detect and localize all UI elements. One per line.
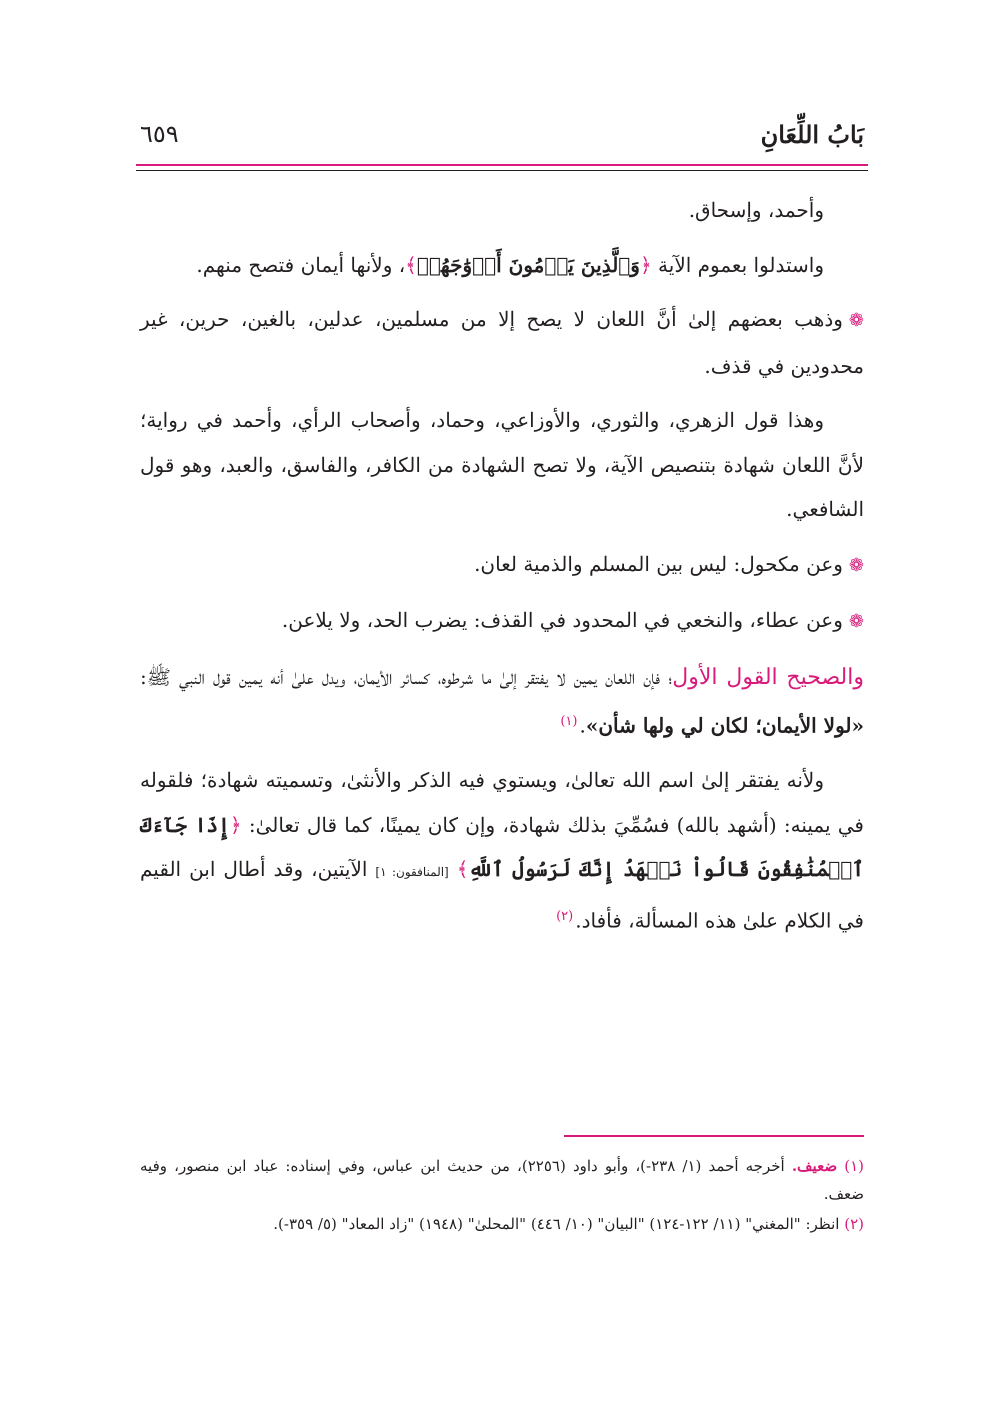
quran-close-bracket: ﴾: [456, 857, 469, 882]
paragraph-8-text: ولأنه يفتقر إلىٰ اسم الله تعالىٰ، ويستوي فيه الذكر والأنثىٰ، وتسميته شهادة؛ فلقوله في يمينه: (أشهد بالله) فسُمِّيَ بذلك شهادة، وإن كان يمينًا، كما قال تعالىٰ:: [140, 768, 864, 837]
footnote-separator: [564, 1135, 864, 1137]
paragraph-2-tail: ، ولأنها أيمان فتصح منهم.: [196, 252, 406, 277]
quran-open-bracket: ﴿: [229, 812, 242, 837]
flower-bullet-icon: ❁: [848, 554, 864, 576]
quran-reference: [المنافقون: ١]: [375, 865, 449, 880]
page-number: ٦٥٩: [140, 120, 179, 148]
flower-bullet-icon: ❁: [848, 310, 864, 331]
paragraph-7-lead: والصحيح القول الأول: [672, 664, 864, 690]
quran-close-bracket: ﴾: [405, 252, 417, 277]
footnote-marker-1[interactable]: (١): [560, 714, 578, 729]
paragraph-1-text: وأحمد، وإسحاق.: [688, 198, 824, 222]
quran-open-bracket: ﴿: [639, 252, 652, 277]
flower-bullet-icon: ❁: [848, 611, 864, 632]
paragraph-3-text: وذهب بعضهم إلىٰ أنَّ اللعان لا يصح إلا من مسلمين، عدلين، بالغين، حرين، غير محدودين في قذف.: [140, 307, 864, 378]
footnote-1: [140, 1152, 864, 1208]
header-rule: [136, 170, 868, 171]
paragraph-4: [140, 398, 864, 532]
footnote-grade: ضعيف.: [791, 1157, 838, 1175]
paragraph-2: [140, 243, 864, 288]
footnotes: [140, 1152, 864, 1240]
paragraph-5-text: وعن مكحول: ليس بين المسلم والذمية لعان.: [474, 551, 843, 576]
hadith-quote: «لولا الأيمان؛ لكان لي ولها شأن»: [585, 713, 864, 738]
chapter-title: بَابُ اللِّعَانِ: [760, 120, 864, 149]
header-rule-accent: [136, 164, 868, 166]
footnote-2: [140, 1210, 864, 1238]
paragraph-6-text: وعن عطاء، والنخعي في المحدود في القذف: يضرب الحد، ولا يلاعن.: [281, 608, 843, 632]
footnote-number: (١): [844, 1157, 864, 1175]
paragraph-2-text: واستدلوا بعموم الآية: [658, 252, 824, 277]
quran-verse: إِذَا جَآءَكَ ٱلۡمُنَٰفِقُونَ قَالُواْ نَشۡهَدُ إِنَّكَ لَرَسُولُ ٱللَّهِ: [140, 812, 865, 882]
paragraph-5: [140, 542, 864, 589]
book-page: [140, 0, 864, 1418]
paragraph-7-text: ؛ فإن اللعان يمين لا يفتقر إلىٰ ما شرطوه، كسائر الأيمان، ويدل علىٰ أنه يمين قول النبي ﷺ:: [140, 664, 673, 689]
paragraph-7-end: .: [579, 713, 586, 738]
body-text: [140, 188, 864, 943]
paragraph-7: [140, 655, 864, 749]
quran-verse: وَٱلَّذِينَ يَرۡمُونَ أَزۡوَٰجَهُمۡ: [416, 252, 640, 277]
paragraph-3: [140, 297, 864, 388]
footnote-text: أخرجه أحمد (١/ ٢٣٨-)، وأبو داود (٢٢٥٦)، من حديث ابن عباس، وفي إسناده: عباد ابن منصور، وفيه ضعف.: [140, 1157, 864, 1203]
footnote-text: انظر: "المغني" (١١/ ١٢٢-١٢٤) "البيان" (١٠/ ٤٤٦) "المحلىٰ" (١٩٤٨) "زاد المعاد" (٥/ ٣٥٩-).: [273, 1215, 845, 1233]
footnote-marker-2[interactable]: (٢): [556, 908, 574, 924]
footnote-number: (٢): [844, 1215, 864, 1233]
paragraph-8-tail: الآيتين، وقد أطال ابن القيم في الكلام علىٰ هذه المسألة، فأفاد.: [140, 857, 864, 933]
running-header: [140, 120, 864, 160]
paragraph-6: [140, 598, 864, 645]
paragraph-8: [140, 758, 864, 943]
paragraph-1: [140, 188, 864, 233]
paragraph-4-text: وهذا قول الزهري، والثوري، والأوزاعي، وحماد، وأصحاب الرأي، وأحمد في رواية؛ لأنَّ اللعان شهادة بتنصيص الآية، ولا تصح الشهادة من الكافر، والفاسق، والعبد، وهو قول الشافعي.: [140, 408, 864, 521]
